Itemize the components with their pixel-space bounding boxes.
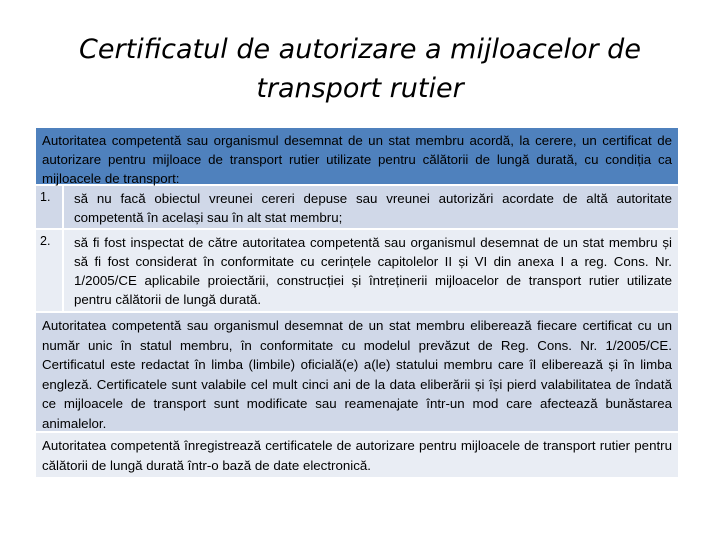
title-line-1: Certificatul de autorizare a mijloacelor de [79,34,641,65]
row-number: 1. [40,190,51,204]
paragraph-database-registration: Autoritatea competentă înregistrează certificatele de autorizare pentru mijloacele de transport rutier pentru călătorii de lungă durată într-o bază de date electronică. [36,431,678,477]
row-text: să fi fost inspectat de către autoritatea competentă sau organismul desemnat de un stat membru și să fi fost considerat în conformitate cu cerințele capitolelor II și VI din anexa I a reg. Cons. Nr. 1/2005/CE aplicabile proiectării, construcției și întreținerii mijloacelor de transport rutier utilizate pentru călătorii de lungă durată. [62,230,678,311]
slide-title [40,30,680,108]
table-row [36,184,678,228]
content-table [36,128,678,477]
table-header: Autoritatea competentă sau organismul desemnat de un stat membru acordă, la cerere, un certificat de autorizare pentru mijloace de transport rutier utilizate pentru călătorii de lungă durată, cu condiția ca mijloacele de transport: [36,128,678,184]
row-number: 2. [40,234,51,248]
title-line-2: transport rutier [256,73,464,104]
table-row [36,228,678,311]
row-text: să nu facă obiectul vreunei cereri depuse sau vreunei autorizări acordate de altă autoritate competentă în același sau în alt stat membru; [62,186,678,228]
paragraph-certificate-issuance: Autoritatea competentă sau organismul desemnat de un stat membru eliberează fiecare certificat cu un număr unic în statul membru, în conformitate cu modelul prevăzut de Reg. Cons. Nr. 1/2005/CE. Certificatul este redactat în limba (limbile) oficială(e) a(le) statului membru care îl eliberează și în limba engleză. Certificatele sunt valabile cel mult cinci ani de la data eliberării și își pierd valabilitatea de îndată ce mijloacele de transport sunt modificate sau reamenajate într-un mod care afectează bunăstarea animalelor. [36,311,678,431]
